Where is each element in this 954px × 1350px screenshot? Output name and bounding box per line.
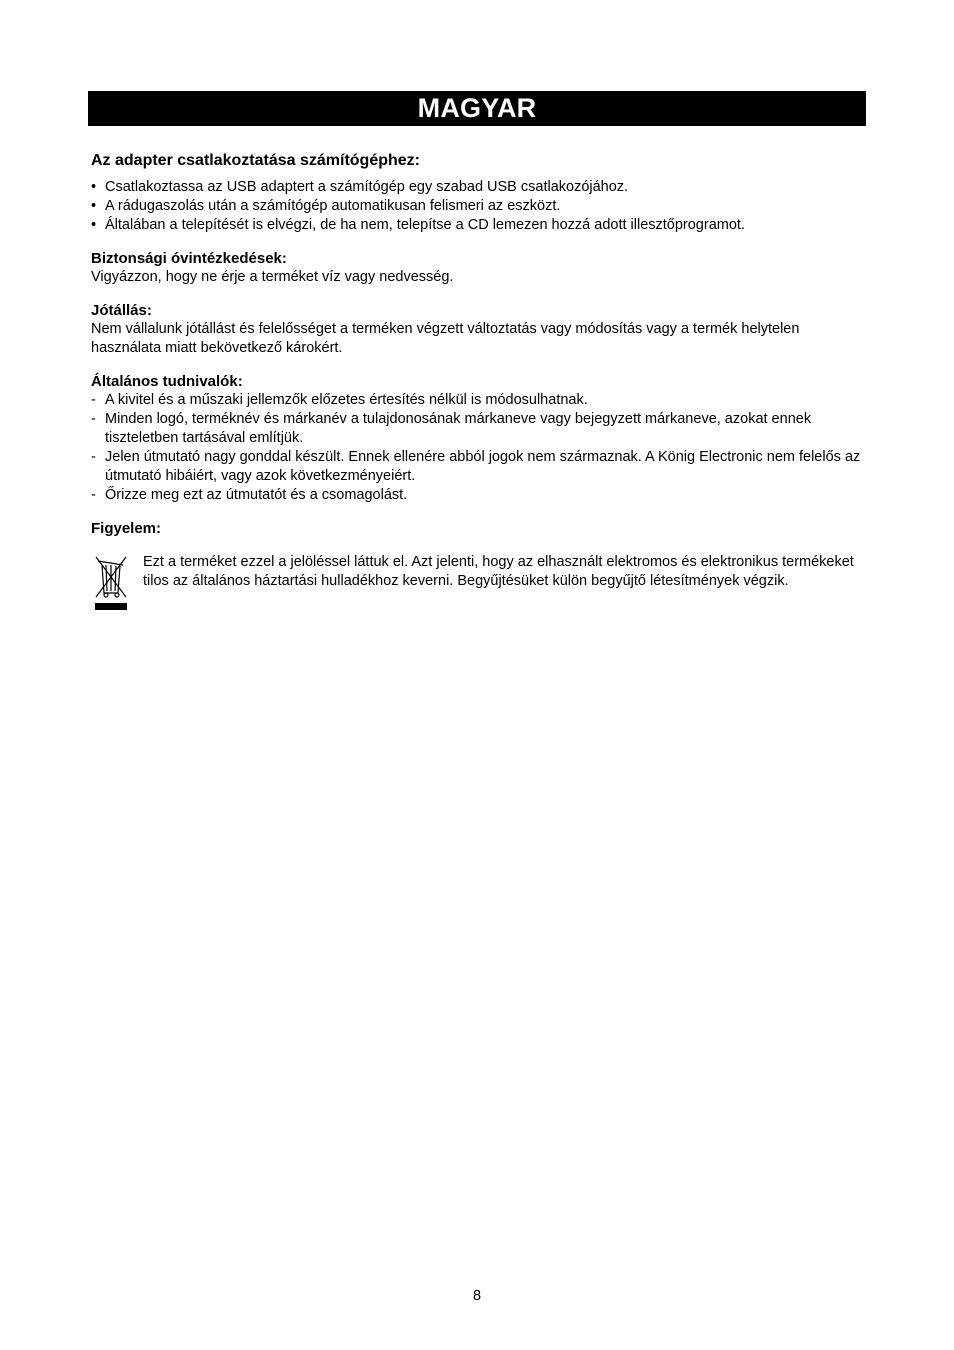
list-item xyxy=(91,216,871,235)
dash-mark: - xyxy=(91,487,96,503)
bullet-mark: • xyxy=(91,179,97,195)
list-item xyxy=(91,391,871,410)
weee-text: Ezt a terméket ezzel a jelöléssel láttuk el. Azt jelenti, hogy az elhasznált elektromos és elektronikus termékeket tilos az általános háztartási hulladékhoz keverni. Begyűjtésüket külön begyűjtő létesítmények végzik. xyxy=(143,553,854,589)
list-item-text: A kivitel és a műszaki jellemzők előzetes értesítés nélkül is módosulhatnak. xyxy=(105,392,588,408)
page-content xyxy=(91,150,871,605)
safety-text: Vigyázzon, hogy ne érje a terméket víz vagy nedvesség. xyxy=(91,269,454,285)
list-item-text: Csatlakoztassa az USB adaptert a számítógép egy szabad USB csatlakozójához. xyxy=(105,179,629,195)
attention-heading: Figyelem: xyxy=(91,520,162,537)
dash-mark: - xyxy=(91,411,96,427)
bullet-mark: • xyxy=(91,217,97,233)
dash-mark: - xyxy=(91,449,96,465)
weee-notice xyxy=(91,553,871,591)
warranty-text: Nem vállalunk jótállást és felelősséget a terméken végzett változtatás vagy módosítás vagy a termék helytelen használata miatt bekövetkező károkért. xyxy=(91,321,800,356)
list-item-text: Őrizze meg ezt az útmutatót és a csomagolást. xyxy=(105,487,408,503)
list-item-text: Jelen útmutató nagy gonddal készült. Ennek ellenére abból jogok nem származnak. A König Electronic nem felelős az útmutató hibáiért, vagy azok következményeiért. xyxy=(105,449,861,484)
list-item-text: A rádugaszolás után a számítógép automatikusan felismeri az eszközt. xyxy=(105,198,561,214)
weee-crossed-bin-icon xyxy=(94,555,128,611)
list-item xyxy=(91,486,871,505)
banner-title: MAGYAR xyxy=(417,93,537,123)
adapter-list xyxy=(91,178,871,235)
general-list xyxy=(91,391,871,505)
list-item-text: Minden logó, terméknév és márkanév a tulajdonosának márkaneve vagy bejegyzett márkaneve, azokat ennek tiszteletben tartásával említjük. xyxy=(105,411,812,446)
list-item xyxy=(91,410,871,448)
list-item xyxy=(91,197,871,216)
general-heading: Általános tudnivalók: xyxy=(91,373,243,390)
warranty-heading: Jótállás: xyxy=(91,302,152,319)
bullet-mark: • xyxy=(91,198,97,214)
page-number: 8 xyxy=(472,1288,482,1304)
list-item xyxy=(91,448,871,486)
dash-mark: - xyxy=(91,392,96,408)
list-item xyxy=(91,178,871,197)
list-item-text: Általában a telepítését is elvégzi, de ha nem, telepítse a CD lemezen hozzá adott illesztőprogramot. xyxy=(105,217,745,233)
language-banner xyxy=(88,91,866,126)
safety-heading: Biztonsági óvintézkedések: xyxy=(91,250,287,267)
adapter-heading: Az adapter csatlakoztatása számítógéphez: xyxy=(91,152,420,169)
